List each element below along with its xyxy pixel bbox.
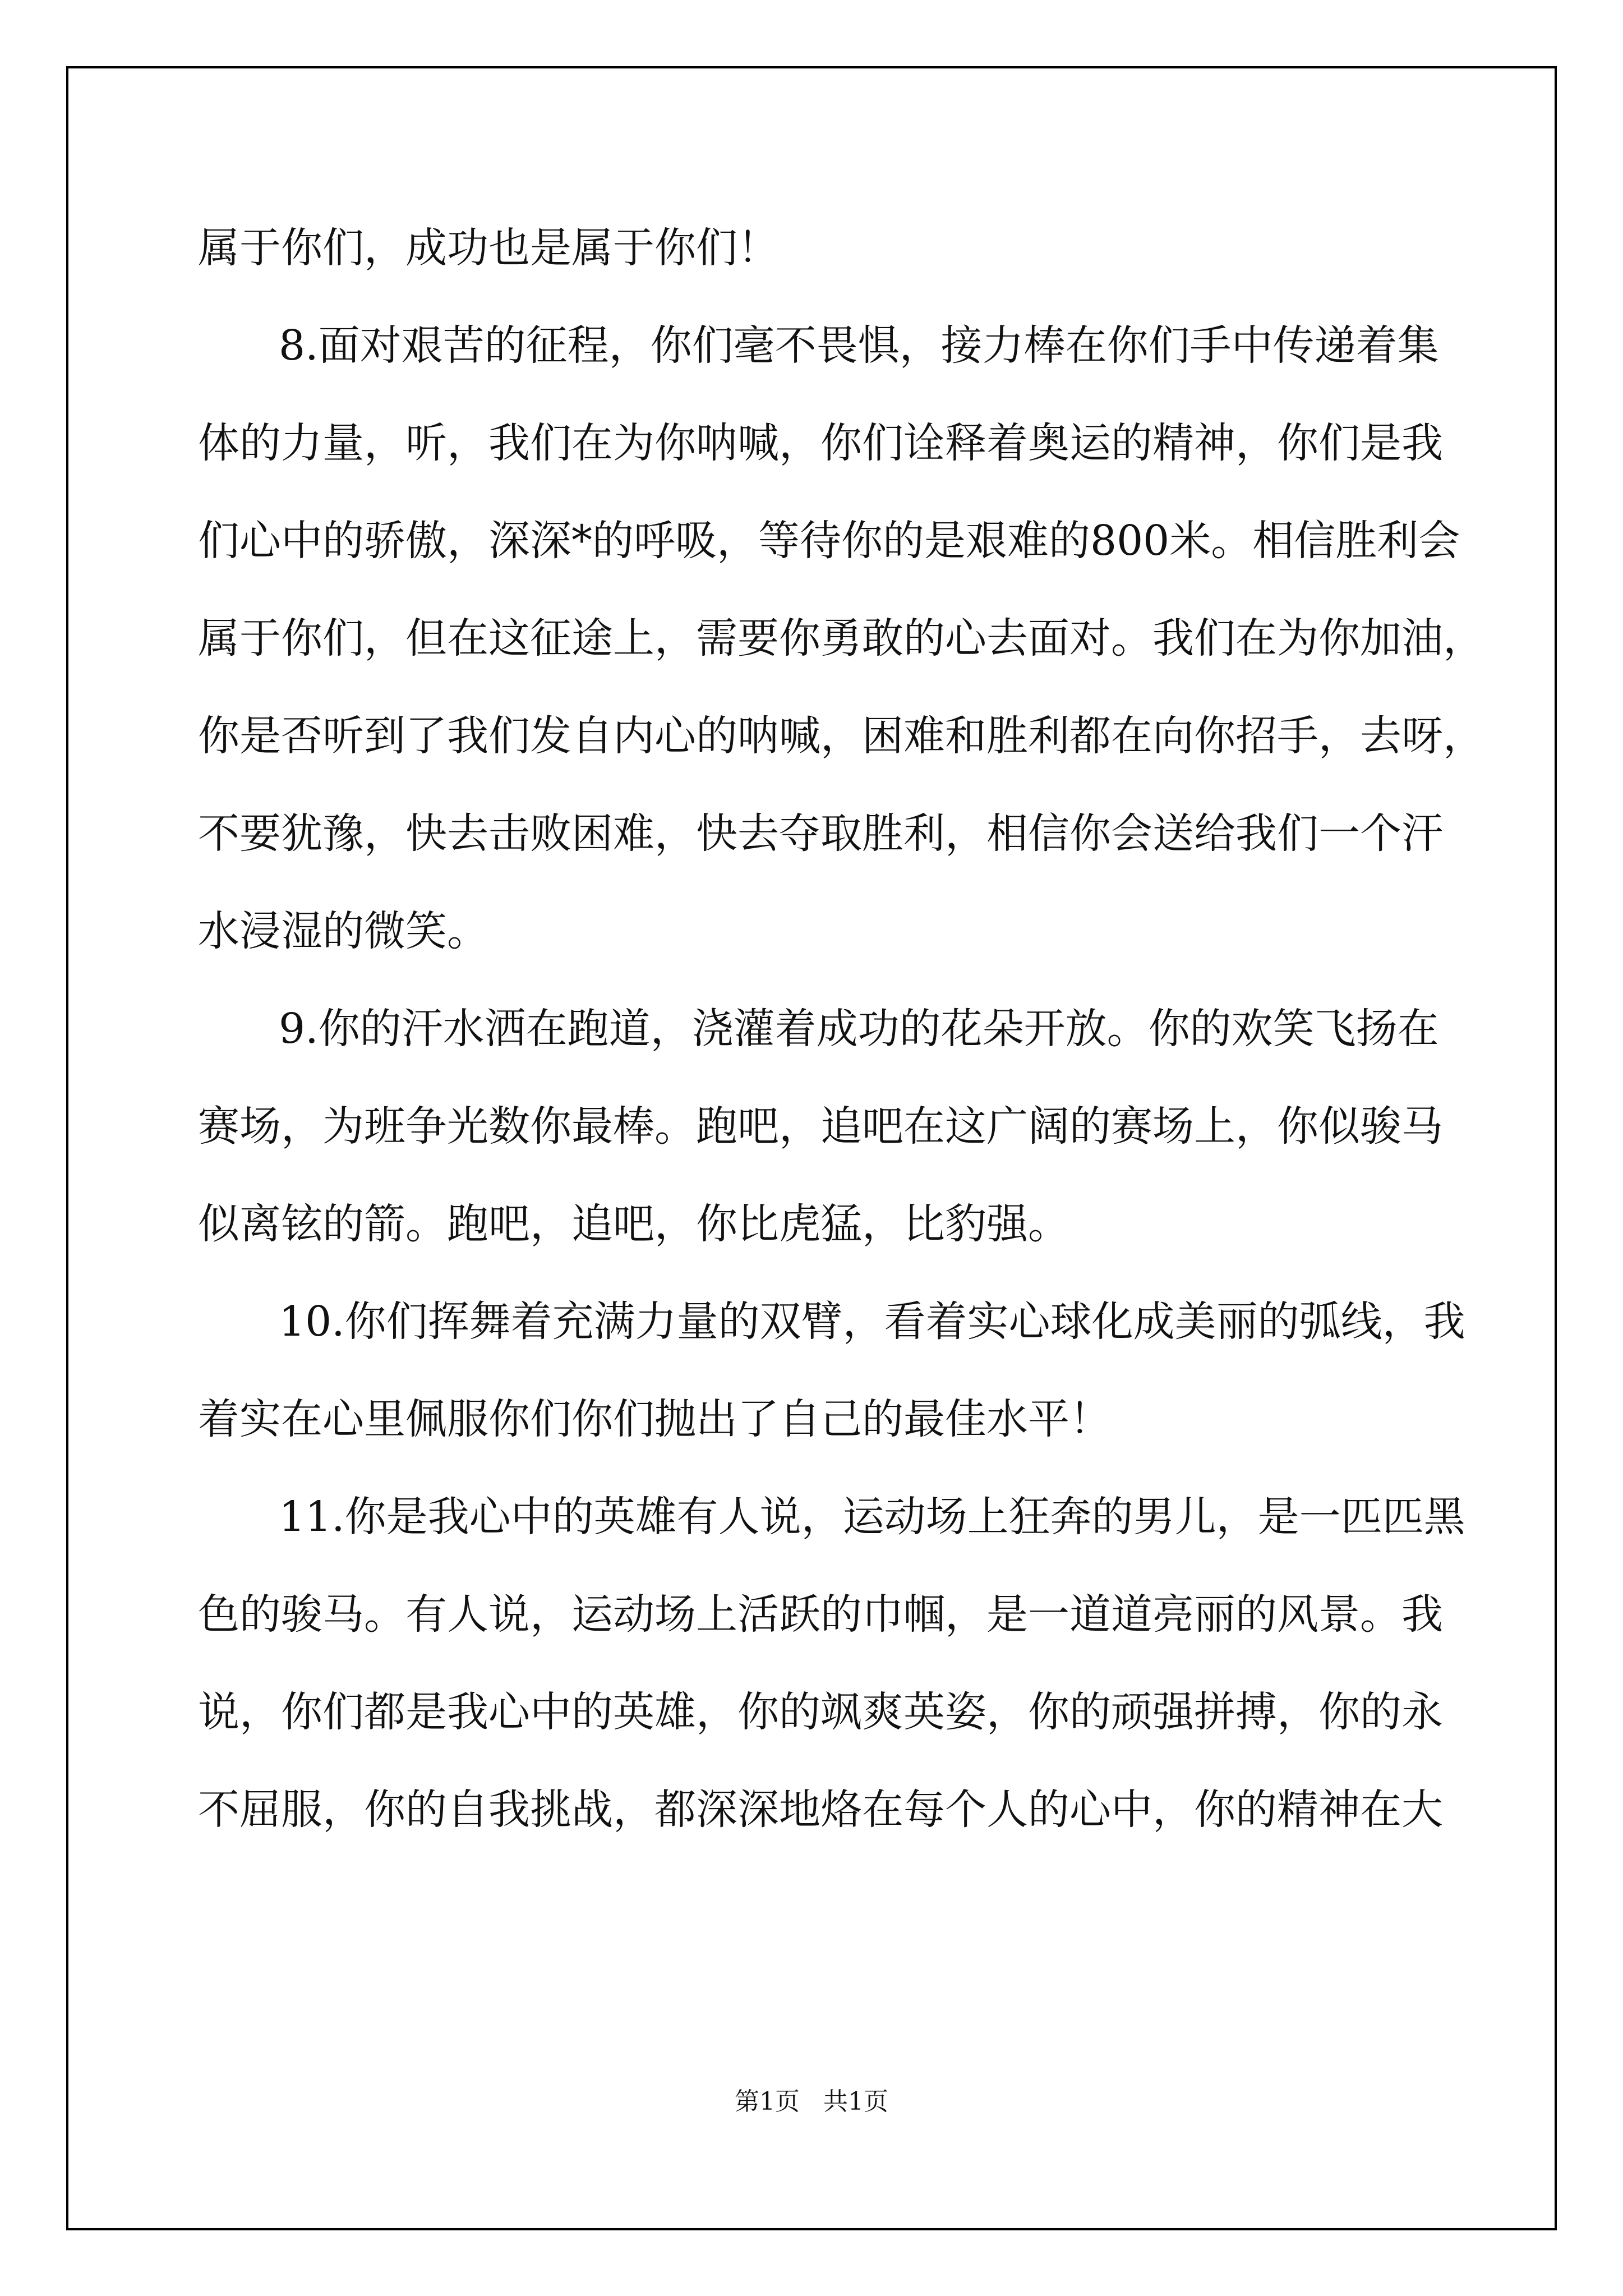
paragraph-8-line-1: 8.面对艰苦的征程，你们毫不畏惧，接力棒在你们手中传递着集	[279, 321, 1439, 370]
text-line: 水浸湿的微笑。	[198, 907, 488, 955]
paragraph-10-line-1: 10.你们挥舞着充满力量的双臂，看着实心球化成美丽的弧线，我	[279, 1297, 1465, 1346]
text-line: 不屈服，你的自我挑战，都深深地烙在每个人的心中，你的精神在大	[198, 1786, 1443, 1834]
page-footer: 第1页 共1页	[735, 2087, 888, 2116]
text-line: 说，你们都是我心中的英雄，你的飒爽英姿，你的顽强拼搏，你的永	[198, 1688, 1443, 1736]
text-line: 色的骏马。有人说，运动场上活跃的巾帼，是一道道亮丽的风景。我	[198, 1590, 1443, 1639]
text-line: 赛场，为班争光数你最棒。跑吧，追吧在这广阔的赛场上，你似骏马	[198, 1102, 1443, 1151]
paragraph-9-line-1: 9.你的汗水洒在跑道，浇灌着成功的花朵开放。你的欢笑飞扬在	[279, 1005, 1439, 1053]
text-line: 不要犹豫，快去击败困难，快去夺取胜利，相信你会送给我们一个汗	[198, 809, 1443, 858]
text-line: 你是否听到了我们发自内心的呐喊，困难和胜利都在向你招手，去呀，	[198, 712, 1484, 760]
text-line: 似离铉的箭。跑吧，追吧，你比虎猛，比豹强。	[198, 1200, 1069, 1248]
text-line: 属于你们，成功也是属于你们！	[198, 224, 779, 272]
document-body	[198, 199, 1484, 1858]
paragraph-11-line-1: 11.你是我心中的英雄有人说，运动场上狂奔的男儿，是一匹匹黑	[279, 1493, 1465, 1541]
text-line: 着实在心里佩服你们你们抛出了自己的最佳水平！	[198, 1395, 1111, 1443]
text-line: 们心中的骄傲，深深*的呼吸，等待你的是艰难的800米。相信胜利会	[198, 517, 1460, 565]
text-line: 属于你们，但在这征途上，需要你勇敢的心去面对。我们在为你加油，	[198, 614, 1484, 662]
text-line: 体的力量，听，我们在为你呐喊，你们诠释着奥运的精神，你们是我	[198, 419, 1443, 467]
